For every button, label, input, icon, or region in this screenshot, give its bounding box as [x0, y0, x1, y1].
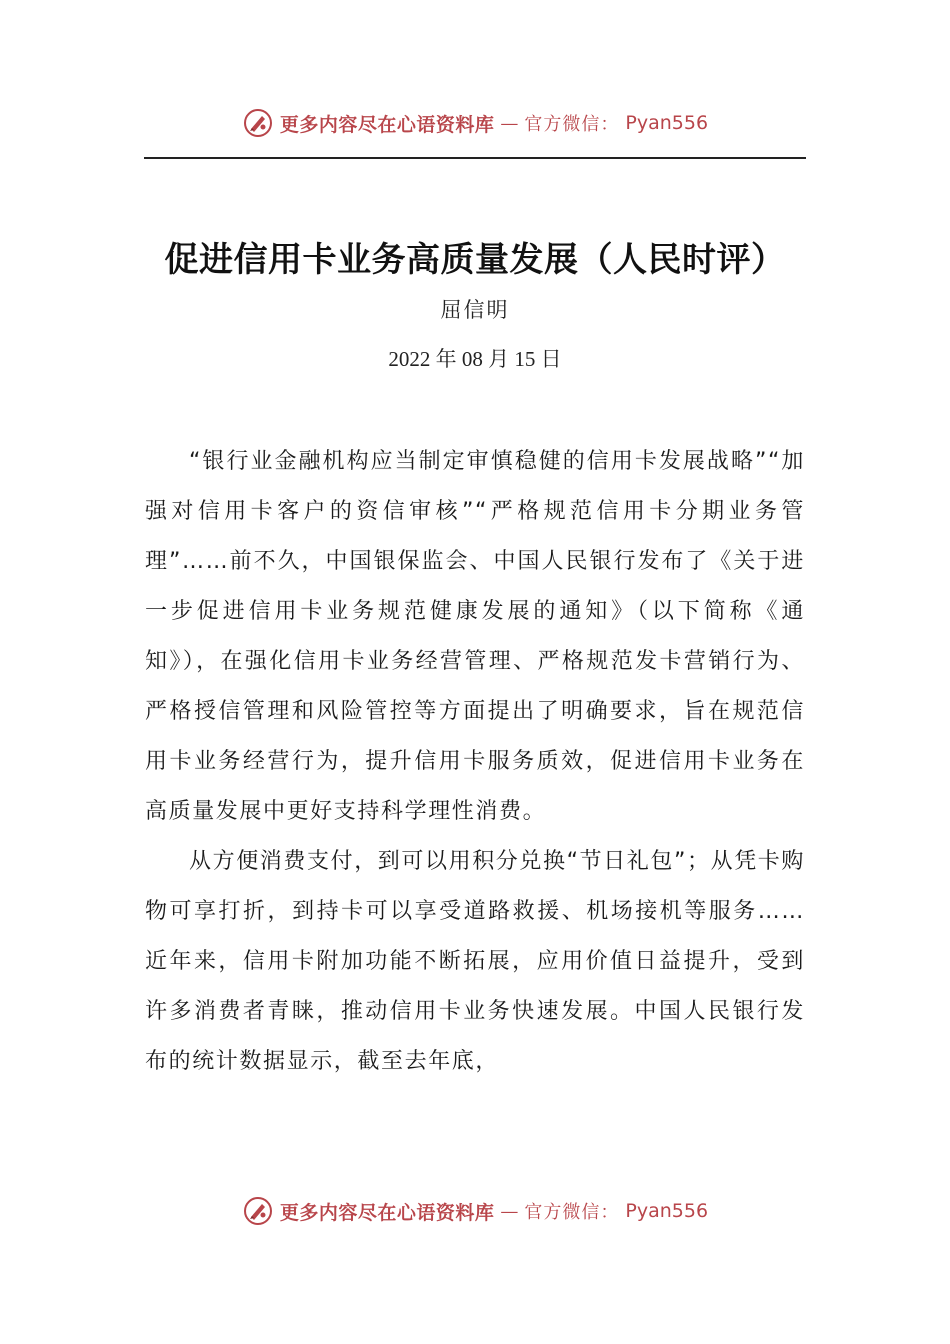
footer-brand-text: 更多内容尽在心语资料库 [279, 1201, 495, 1224]
body-paragraph-1: “银行业金融机构应当制定审慎稳健的信用卡发展战略”“加强对信用卡客户的资信审核”“严格规范信用卡分期业务管理”……前不久，中国银保监会、中国人民银行发布了《关于进一步促进信用卡业务规范健康发展的通知》（以下简称《通知》），在强化信用卡业务经营管理、严格规范发卡营销行为、严格授信管理和风险管控等方面提出了明确要求，旨在规范信用卡业务经营行为，提升信用卡服务质效，促进信用卡业务在高质量发展中更好支持科学理性消费。 [145, 449, 805, 824]
pen-logo-icon [242, 107, 274, 139]
header-banner [0, 103, 950, 143]
footer-wechat-label: 官方微信： [524, 1202, 620, 1223]
footer-separator: — [500, 1200, 519, 1222]
footer-banner [0, 1191, 950, 1231]
pen-logo-icon [242, 1195, 274, 1227]
header-separator: — [500, 112, 519, 134]
article-body [145, 437, 805, 1087]
header-brand-text: 更多内容尽在心语资料库 [279, 113, 495, 136]
body-paragraph-2: 从方便消费支付，到可以用积分兑换“节日礼包”；从凭卡购物可享打折，到持卡可以享受道路救援、机场接机等服务……近年来，信用卡附加功能不断拓展，应用价值日益提升，受到许多消费者青睐，推动信用卡业务快速发展。中国人民银行发布的统计数据显示，截至去年底， [145, 849, 805, 1074]
header-divider [144, 157, 806, 159]
header-wechat-id: Pyan556 [625, 112, 709, 134]
article-date: 2022 年 08 月 15 日 [388, 347, 562, 371]
article-author: 屈信明 [440, 298, 510, 322]
footer-wechat-id: Pyan556 [625, 1200, 709, 1222]
header-wechat-label: 官方微信： [524, 114, 620, 135]
article-title: 促进信用卡业务高质量发展（人民时评） [164, 240, 786, 280]
